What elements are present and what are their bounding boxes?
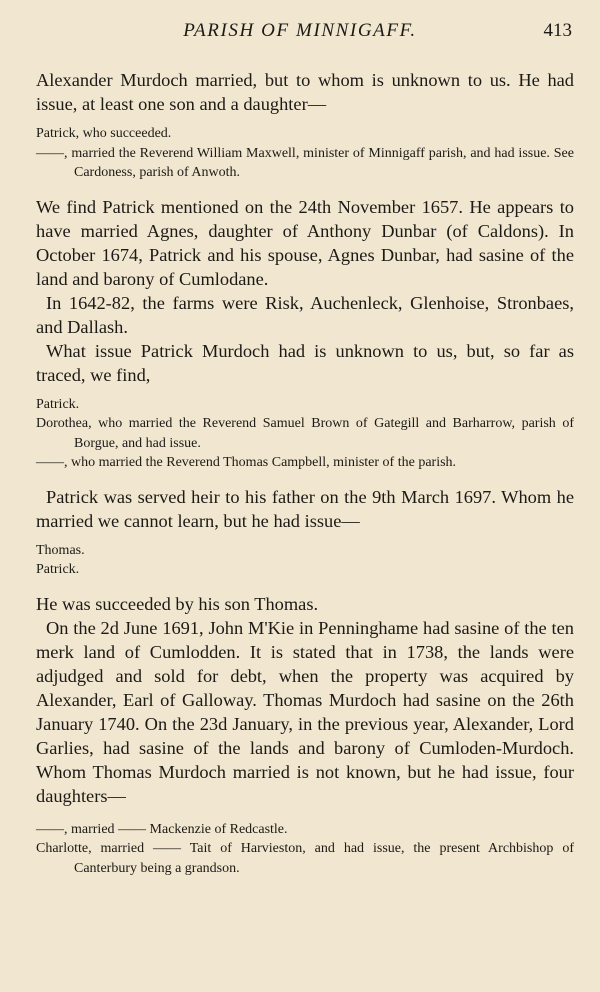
page-number: 413 <box>543 20 572 41</box>
list-item: ——, married —— Mackenzie of Redcastle. <box>36 821 288 837</box>
running-head: PARISH OF MINNIGAFF. <box>183 20 417 41</box>
list-item: Patrick. <box>36 562 80 577</box>
list-item: ——, who married the Reverend Thomas Campbell, minister of the parish. <box>36 455 457 470</box>
list-item: Patrick. <box>36 396 80 412</box>
list-item: Patrick, who succeeded. <box>36 126 172 141</box>
issue-list <box>36 124 574 183</box>
paragraph: He was succeeded by his son Thomas. <box>36 593 319 614</box>
paragraph: We find Patrick mentioned on the 24th November 1657. He appears to have married Agnes, daughter of Anthony Dunbar (of Caldons). In October 1674, Patrick and his spouse, Agnes Dunbar, had sasine of the land and barony of Cumlodane. <box>36 196 574 289</box>
body-text <box>36 68 574 878</box>
list-item: Dorothea, who married the Reverend Samuel Brown of Gategill and Barharrow, parish of Borgue, and had issue. <box>36 416 574 451</box>
issue-list <box>36 820 574 879</box>
list-item: ——, married the Reverend William Maxwell, minister of Minnigaff parish, and had issue. See Cardoness, parish of Anwoth. <box>36 145 574 180</box>
page-header <box>0 18 600 44</box>
paragraph: What issue Patrick Murdoch had is unknown to us, but, so far as traced, we find, <box>36 340 574 385</box>
paragraph: On the 2d June 1691, John M'Kie in Penninghame had sasine of the ten merk land of Cumlodden. It is stated that in 1738, the lands were adjudged and sold for debt, when the property was acquired by Alexander, Earl of Galloway. Thomas Murdoch had sasine on the 26th January 1740. On the 23d January, in the previous year, Alexander, Lord Garlies, had sasine of the lands and barony of Cumloden-Murdoch. Whom Thomas Murdoch married is not known, but he had issue, four daughters— <box>36 617 574 806</box>
paragraph: Patrick was served heir to his father on the 9th March 1697. Whom he married we cannot learn, but he had issue— <box>36 486 574 531</box>
paragraph: Alexander Murdoch married, but to whom is unknown to us. He had issue, at least one son and a daughter— <box>36 70 574 114</box>
paragraph: In 1642-82, the farms were Risk, Auchenleck, Glenhoise, Stronbaes, and Dallash. <box>36 292 574 337</box>
list-item: Thomas. <box>36 542 85 558</box>
list-item: Charlotte, married —— Tait of Harvieston, and had issue, the present Archbishop of Canterbury being a grandson. <box>36 841 574 876</box>
issue-list <box>36 395 574 473</box>
issue-list <box>36 541 574 580</box>
